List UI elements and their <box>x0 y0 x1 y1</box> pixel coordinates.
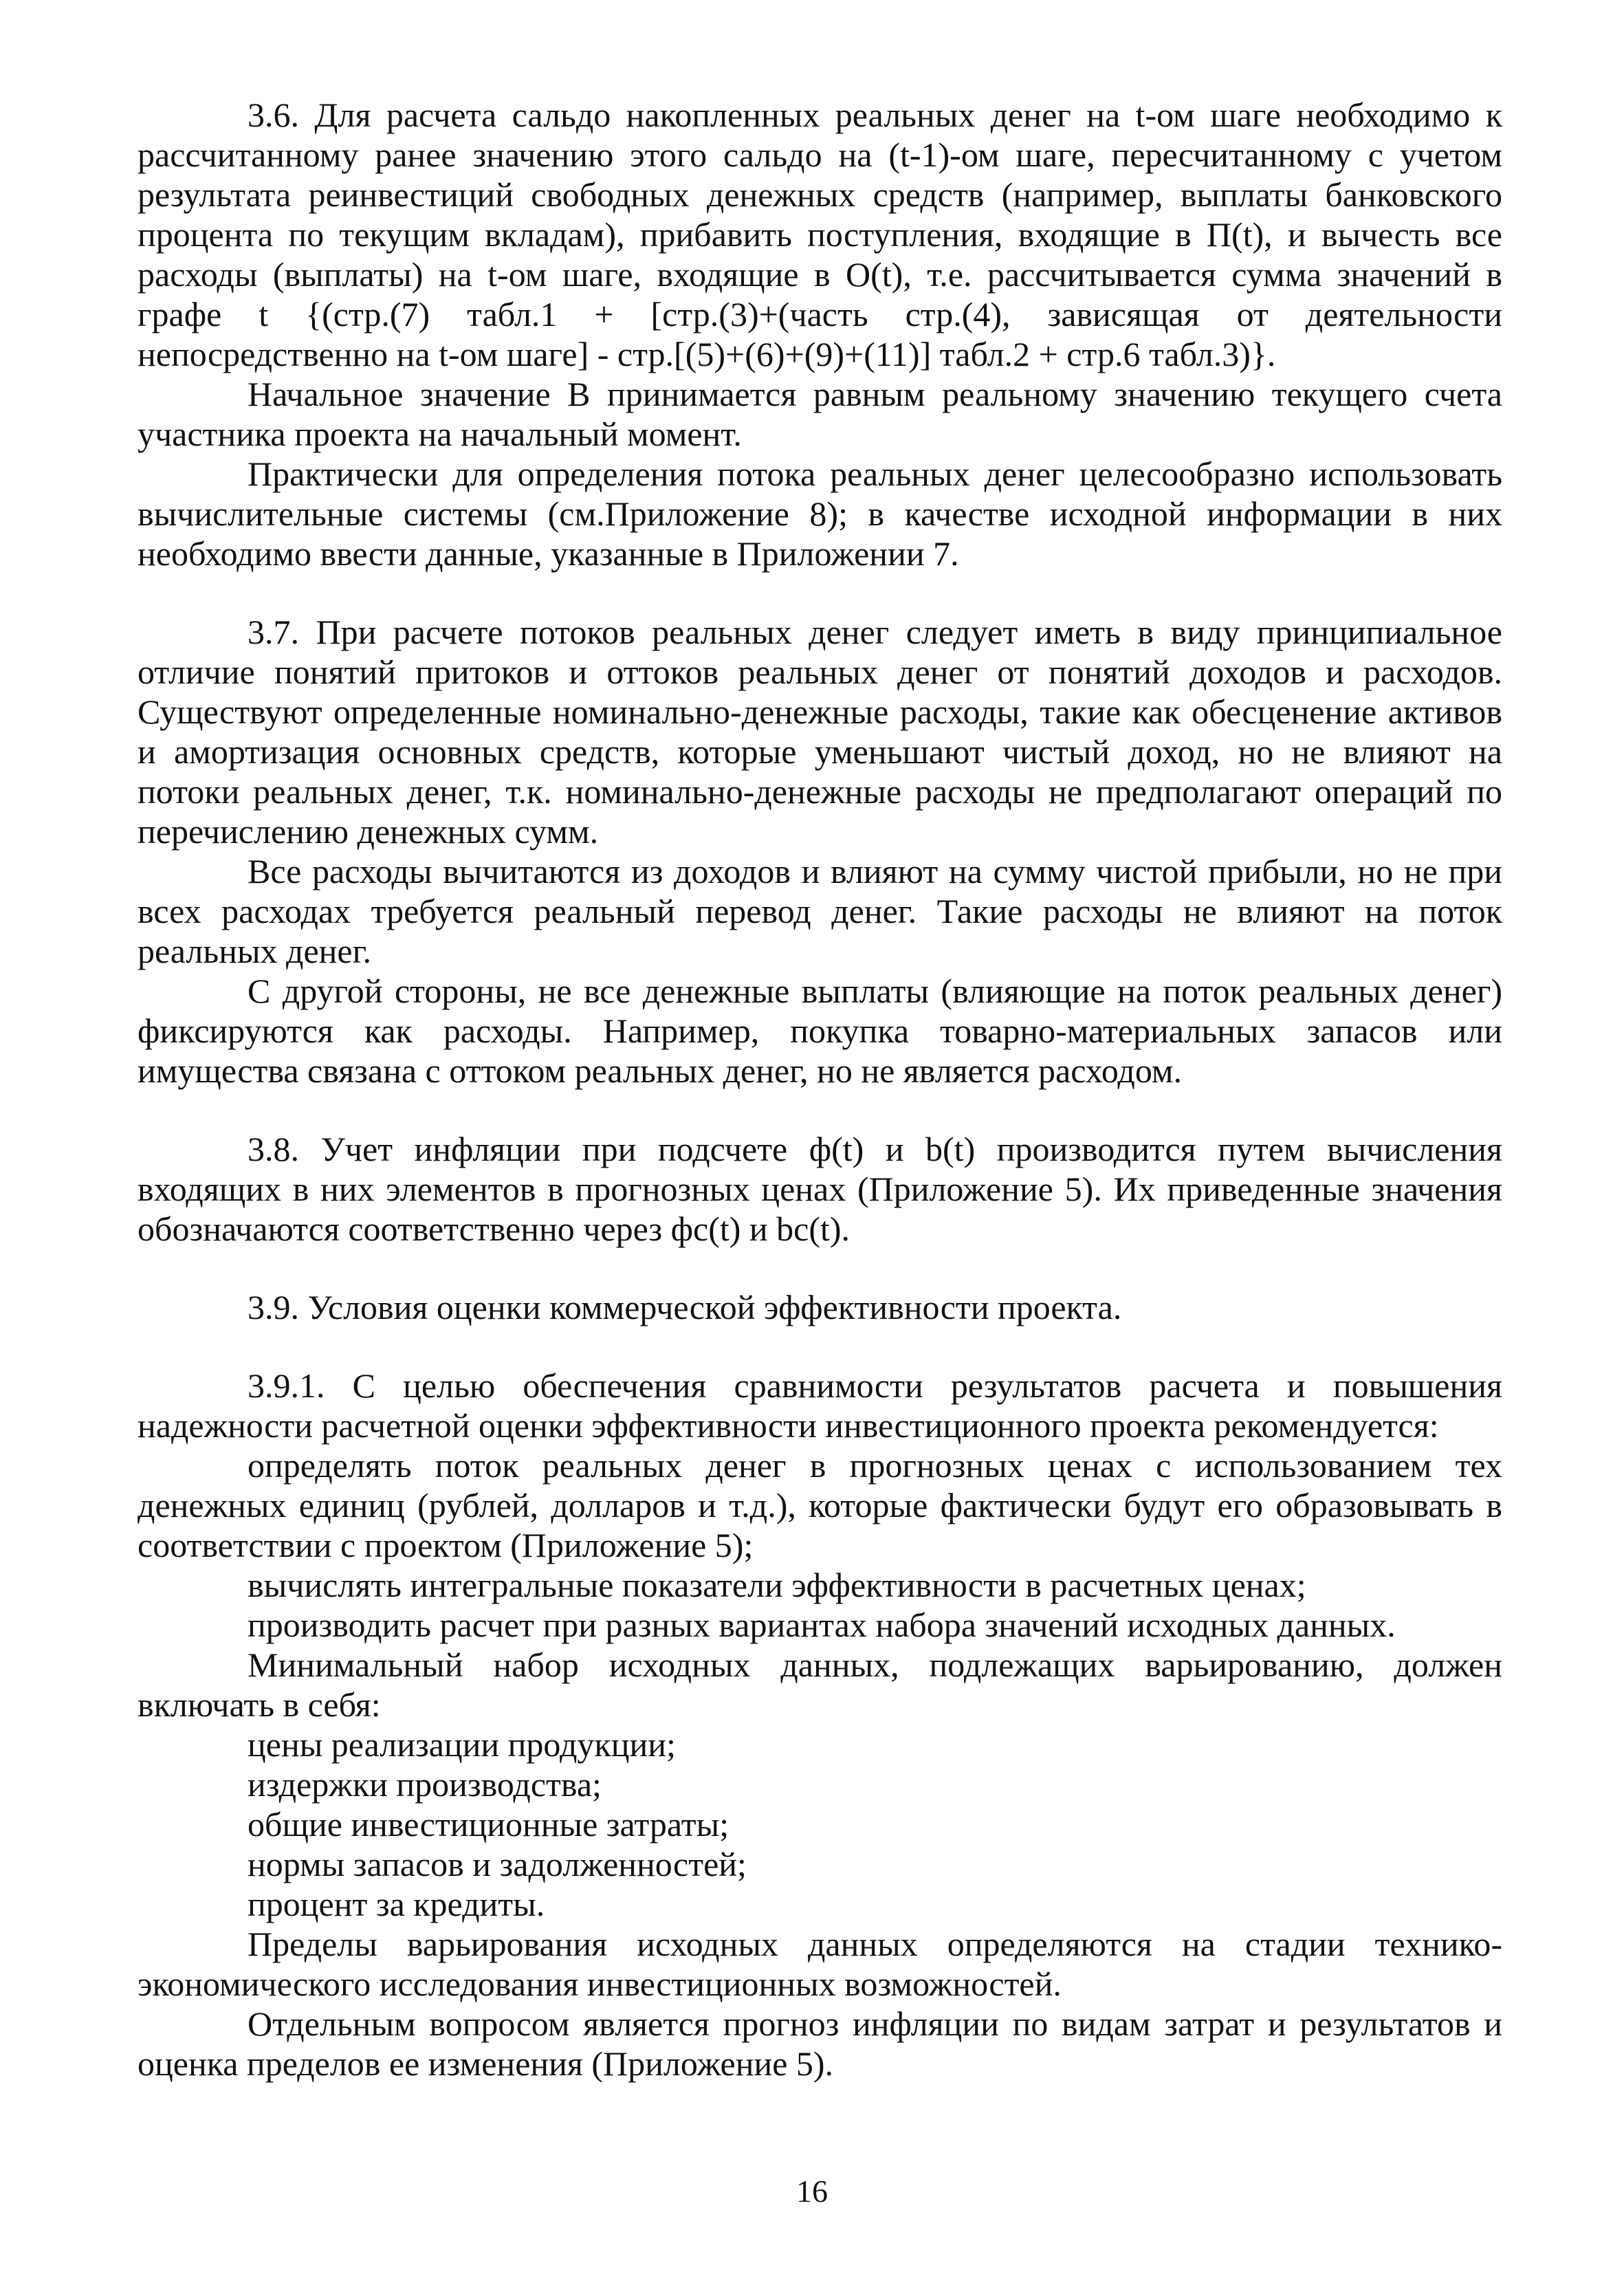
recommendation-item: определять поток реальных денег в прогнозных ценах с использованием тех денежных единиц (рублей, долларов и т.д.), которые фактически будут его образовывать в соответствии с проектом (Приложение 5); <box>138 1446 1502 1564</box>
recommendation-item: производить расчет при разных вариантах набора значений исходных данных. <box>248 1606 1396 1644</box>
paragraph-other-side: С другой стороны, не все денежные выплаты (влияющие на поток реальных денег) фиксируются как расходы. Например, покупка товарно-материальных запасов или имущества связана с оттоком реальных денег, но не является расходом. <box>138 972 1502 1090</box>
list-item: цены реализации продукции; <box>248 1725 676 1764</box>
paragraph-3-9: 3.9. Условия оценки коммерческой эффективности проекта. <box>248 1288 1122 1326</box>
list-item: нормы запасов и задолженностей; <box>248 1845 747 1883</box>
paragraph-initial-value: Начальное значение B принимается равным реальному значению текущего счета участника проекта на начальный момент. <box>138 375 1502 453</box>
paragraph-3-8: 3.8. Учет инфляции при подсчете ф(t) и b(t) производится путем вычисления входящих в них элементов в прогнозных ценах (Приложение 5). Их приведенные значения обозначаются соответственно через фс(t) и bс(t). <box>138 1130 1502 1248</box>
paragraph-minimal-set: Минимальный набор исходных данных, подлежащих варьированию, должен включать в себя: <box>138 1646 1502 1724</box>
list-item: издержки производства; <box>248 1765 602 1804</box>
body-text <box>138 95 1502 2084</box>
paragraph-all-expenses: Все расходы вычитаются из доходов и влияют на сумму чистой прибыли, но не при всех расходах требуется реальный перевод денег. Такие расходы не влияют на поток реальных денег. <box>138 852 1502 970</box>
recommendation-item: вычислять интегральные показатели эффективности в расчетных ценах; <box>248 1566 1306 1604</box>
paragraph-variation-limits: Пределы варьирования исходных данных определяются на стадии технико-экономического исследования инвестиционных возможностей. <box>138 1925 1502 2003</box>
paragraph-3-7: 3.7. При расчете потоков реальных денег следует иметь в виду принципиальное отличие понятий притоков и оттоков реальных денег от понятий доходов и расходов. Существуют определенные номинально-денежные расходы, такие как обесценение активов и амортизация основных средств, которые уменьшают чистый доход, но не влияют на потоки реальных денег, т.к. номинально-денежные расходы не предполагают операций по перечислению денежных сумм. <box>138 613 1502 851</box>
paragraph-3-6: 3.6. Для расчета сальдо накопленных реальных денег на t-ом шаге необходимо к рассчитанному ранее значению этого сальдо на (t-1)-ом шаге, пересчитанному с учетом результата реинвестиций свободных денежных средств (например, выплаты банковского процента по текущим вкладам), прибавить поступления, входящие в П(t), и вычесть все расходы (выплаты) на t-ом шаге, входящие в O(t), т.е. рассчитывается сумма значений в графе t {(стр.(7) табл.1 + [стр.(3)+(часть стр.(4), зависящая от деятельности непосредственно на t-ом шаге] - стр.[(5)+(6)+(9)+(11)] табл.2 + стр.6 табл.3)}. <box>138 96 1502 373</box>
list-item: процент за кредиты. <box>248 1885 545 1923</box>
page-number: 16 <box>796 2174 828 2209</box>
paragraph-3-9-1: 3.9.1. С целью обеспечения сравнимости результатов расчета и повышения надежности расчетной оценки эффективности инвестиционного проекта рекомендуется: <box>138 1366 1502 1445</box>
paragraph-inflation-forecast: Отдельным вопросом является прогноз инфляции по видам затрат и результатов и оценка пределов ее изменения (Приложение 5). <box>138 2004 1502 2083</box>
paragraph-computing-systems: Практически для определения потока реальных денег целесообразно использовать вычислительные системы (см.Приложение 8); в качестве исходной информации в них необходимо ввести данные, указанные в Приложении 7. <box>138 455 1502 573</box>
list-item: общие инвестиционные затраты; <box>248 1805 729 1844</box>
